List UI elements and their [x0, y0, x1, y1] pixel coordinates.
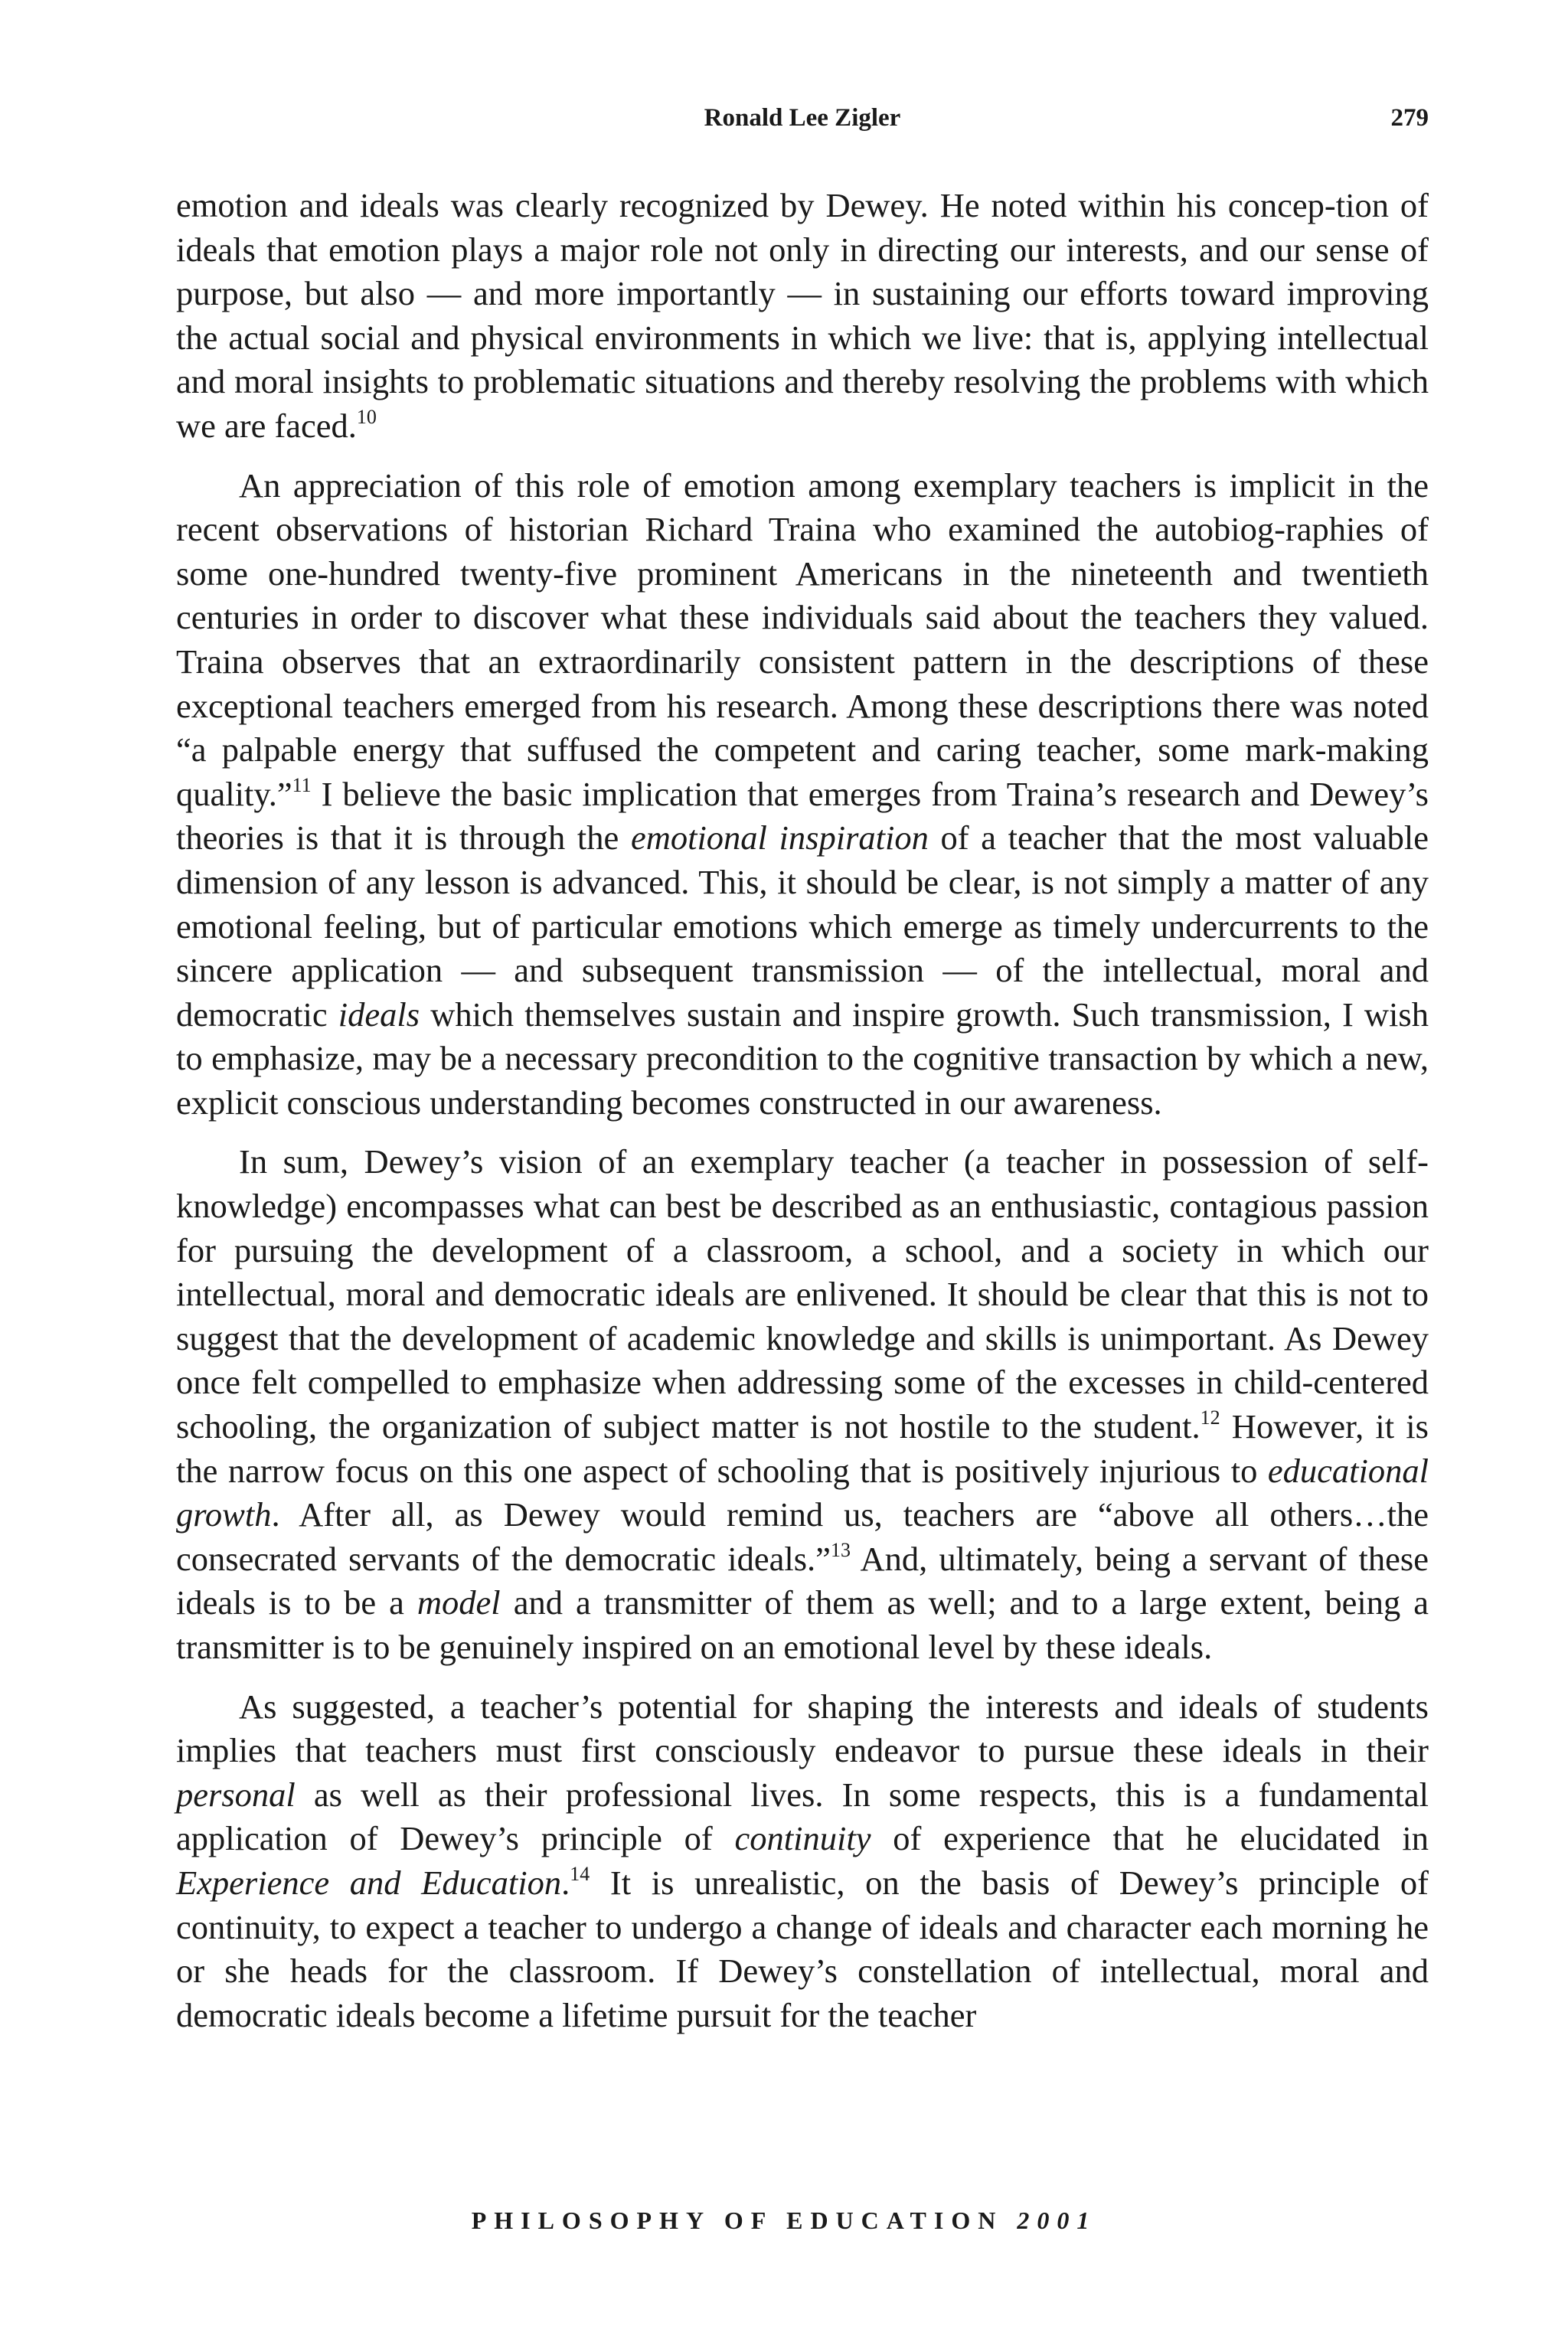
- footnote-ref: 10: [356, 405, 377, 428]
- text-run: and a transmitter of them as well; and to a large extent, being a transmitter is to be genuinely inspired on an emotional level by these ideals.: [176, 1583, 1429, 1666]
- text-run: However, it is the narrow focus on this one aspect of schooling that is positively injurious to: [176, 1407, 1429, 1490]
- footnote-ref: 14: [570, 1862, 590, 1885]
- text-run: .: [561, 1863, 570, 1902]
- footnote-ref: 11: [292, 773, 312, 796]
- text-run: of experience that he elucidated in: [871, 1819, 1429, 1858]
- text-run: as well as their professional lives. In some respects, this is a fundamental application of Dewey’s principle of: [176, 1775, 1429, 1858]
- journal-title: PHILOSOPHY OF EDUCATION: [471, 2207, 1004, 2234]
- running-head: [176, 104, 1429, 142]
- paragraph: [176, 464, 1429, 1125]
- footnote-ref: 12: [1200, 1406, 1220, 1429]
- italic-text: emotional inspiration: [630, 818, 929, 858]
- italic-text: Experience and Education: [176, 1863, 562, 1902]
- journal-year: 2001: [1017, 2207, 1097, 2234]
- running-head-author: Ronald Lee Zigler: [704, 104, 901, 132]
- text-run: In sum, Dewey’s vision of an exemplary teacher (a teacher in possession of self-knowledge) encompasses what can best be described as an enthusiastic, contagious passion for pursuing the development of a classroom, a school, and a society in which our intellectual, moral and democratic ideals are enlivened. It should be clear that this is not to suggest that the development of academic knowledge and skills is unimportant. As Dewey once felt compelled to emphasize when addressing some of the excesses in child-centered schooling, the organization of subject matter is not hostile to the student.: [176, 1142, 1429, 1446]
- paragraph: [176, 1140, 1429, 1669]
- footnote-ref: 13: [830, 1538, 851, 1561]
- italic-text: continuity: [734, 1819, 871, 1858]
- text-run: It is unrealistic, on the basis of Dewey’s principle of continuity, to expect a teacher to undergo a change of ideals and character each morning he or she heads for the classroom. If Dewey’s constellation of intellectual, moral and democratic ideals become a lifetime pursuit for the teacher: [176, 1863, 1429, 2034]
- text-run: of a teacher that the most valuable dimension of any lesson is advanced. This, it should be clear, is not simply a matter of any emotional feeling, but of particular emotions which emerge as timely undercurrents to the sincere application — and subsequent transmission — of the intellectual, moral and democratic: [176, 818, 1429, 1034]
- text-run: which themselves sustain and inspire growth. Such transmission, I wish to emphasize, may be a necessary precondition to the cognitive transaction by which a new, explicit conscious understanding becomes constructed in our awareness.: [176, 995, 1429, 1122]
- journal-footer: [0, 2207, 1568, 2235]
- text-run: . After all, as Dewey would remind us, teachers are “above all others…the consecrated servants of the democratic ideals.”: [176, 1495, 1429, 1578]
- italic-text: ideals: [338, 995, 420, 1034]
- italic-text: personal: [176, 1775, 296, 1814]
- italic-text: educational growth: [176, 1451, 1429, 1534]
- italic-text: model: [416, 1583, 501, 1622]
- text-run: An appreciation of this role of emotion among exemplary teachers is implicit in the recent observations of historian Richard Traina who examined the autobiog-raphies of some one-hundred twenty-five prominent Americans in the nineteenth and twentieth centuries in order to discover what these individuals said about the teachers they valued. Traina observes that an extraordinarily consistent pattern in the descriptions of these exceptional teachers emerged from his research. Among these descriptions there was noted “a palpable energy that suffused the competent and caring teacher, some mark-making quality.”: [176, 466, 1429, 813]
- text-run: I believe the basic implication that emerges from Traina’s research and Dewey’s theories is that it is through the: [176, 774, 1429, 858]
- paragraph: [176, 184, 1429, 449]
- text-run: And, ultimately, being a servant of these ideals is to be a: [176, 1539, 1429, 1622]
- page-number: 279: [1390, 104, 1429, 132]
- paragraph: [176, 1685, 1429, 2038]
- text-run: emotion and ideals was clearly recognized by Dewey. He noted within his concep-tion of ideals that emotion plays a major role not only in directing our interests, and our sense of purpose, but also — and more importantly — in sustaining our efforts toward improving the actual social and physical environments in which we live: that is, applying intellectual and moral insights to problematic situations and thereby resolving the problems with which we are faced.: [176, 186, 1429, 445]
- text-run: As suggested, a teacher’s potential for shaping the interests and ideals of students implies that teachers must first consciously endeavor to pursue these ideals in their: [176, 1687, 1429, 1770]
- body-text: [176, 184, 1429, 2053]
